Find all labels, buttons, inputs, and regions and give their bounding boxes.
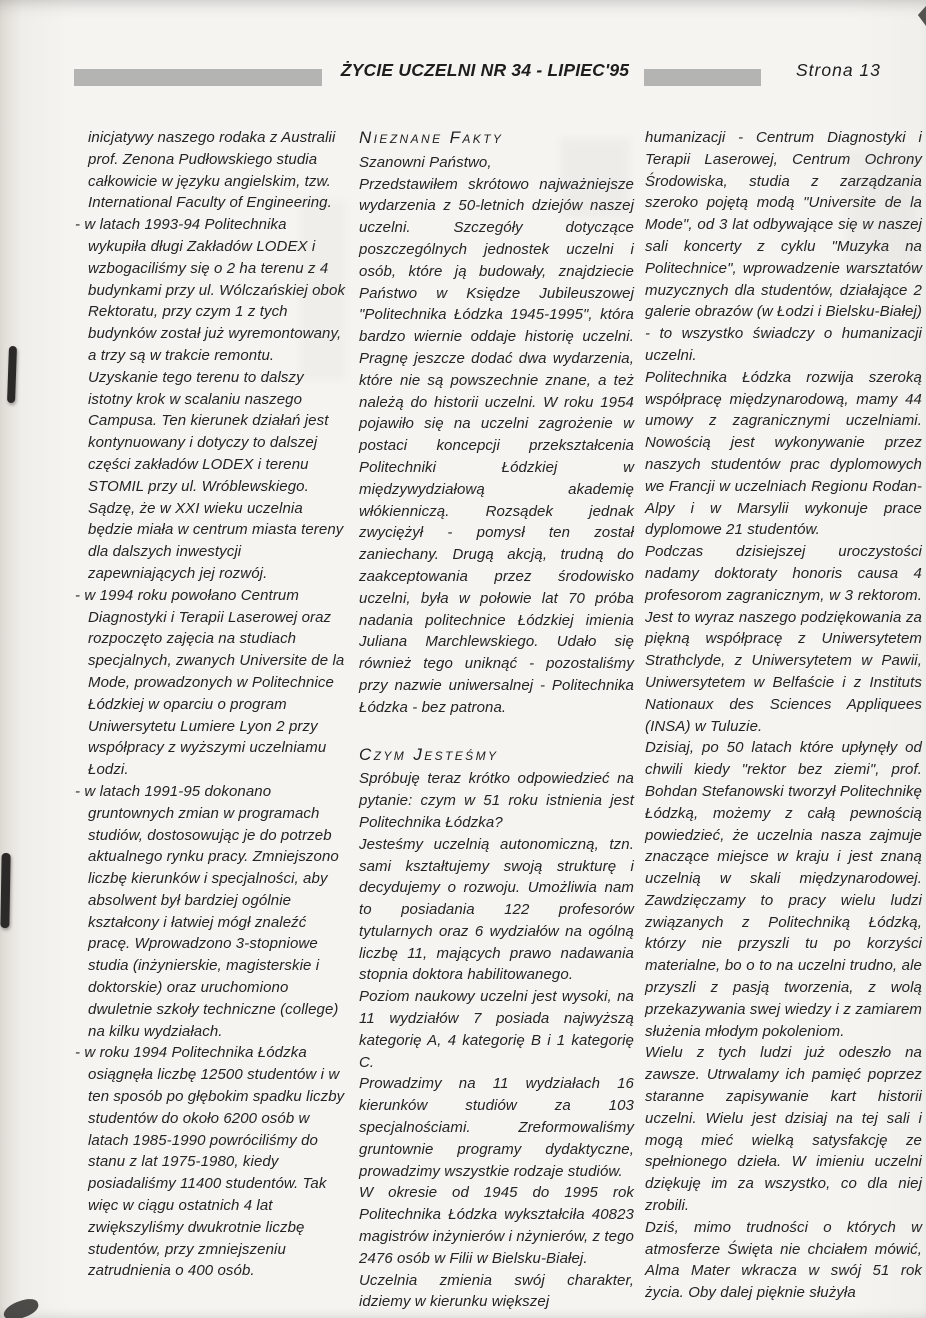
section-heading-czym-jestesmy: Czym Jesteśmy bbox=[359, 744, 499, 764]
section-heading-nieznane-fakty: Nieznane Fakty bbox=[359, 128, 504, 147]
salutation: Szanowni Państwo, bbox=[359, 153, 492, 171]
page-header-title: ŻYCIE UCZELNI NR 34 - LIPIEC'95 bbox=[340, 60, 630, 80]
paragraph: Dziś, mimo trudności o których w atmosferze Święta nie chciałem mówić, Alma Mater wkracza w swój 51 rok życia. Oby dalej pięknie służyła bbox=[645, 1218, 922, 1302]
page-corner-nick bbox=[917, 6, 926, 26]
paragraph: Wielu z tych ludzi już odeszło na zawsze. Utrwalamy ich pamięć poprzez staranne zapisywanie kart historii uczelni. Wielu jest dzisiaj na tej sali i mogą mieć wielką satysfakcję ze spełnionego dzieła. W imieniu uczelni dziękuję im za wszystko, co dla niej zrobili. bbox=[645, 1044, 922, 1215]
header-rule-right bbox=[644, 69, 761, 86]
paragraph: Uczelnia zmienia swój charakter, idziemy w kierunku większej bbox=[359, 1271, 634, 1311]
header-rule-left bbox=[74, 69, 322, 86]
list-item: - w 1994 roku powołano Centrum Diagnostyki i Terapii Laserowej oraz rozpoczęto zajęcia na studiach specjalnych, zwanych Universite de la Mode, prowadzonych w Politechnice Łódzkiej w oparciu o program Uniwersytetu Lumiere Lyon 2 przy współpracy z wyższymi uczelniamu Łodzi. bbox=[75, 586, 345, 779]
paragraph: W okresie od 1945 do 1995 rok Politechnika Łódzka wykształciła 40823 magistrów inżynierów i nżynierów, z tego 2476 osób w Filii w Bielsku-Białej. bbox=[359, 1184, 634, 1267]
list-item: - w roku 1994 Politechnika Łódzka osiągnęła liczbę 12500 studentów i w ten sposób po głębokim spadku liczby studentów do około 6200 osób w latach 1985-1990 powróciliśmy do stanu z lat 1975-1980, kiedy posiadaliśmy 11400 studentów. Tak więc w ciągu ostatnich 4 lat zwiększyliśmy dwukrotnie liczbę studentów, przy zmniejszeniu zatrudnienia o 400 osób. bbox=[75, 1044, 345, 1280]
paragraph: Podczas dzisiejszej uroczystości nadamy doktoraty honoris causa 4 profesorom zagranicznym, w 3 rektorom. Jest to wyraz naszego podziękowania za piękną współpracę z Uniwersytetem Strathclyde, z Uniwersytetem w Pawii, Uniwersytetem w Belfaście i z Instituts Nationaux des Sciences Appliquees (INSA) w Tuluzie. bbox=[645, 543, 922, 735]
paragraph-continuation: inicjatywy naszego rodaka z Australii prof. Zenona Pudłowskiego studia całkowicie w języku angielskim, tzw. International Faculty of Engineering. bbox=[88, 129, 336, 212]
paragraph: Jesteśmy uczelnią autonomiczną, tzn. sami kształtujemy swoją strukturę i decydujemy o rozwoju. Umożliwia nam to posiadania 122 profesorów tytularnych oraz 6 wydziałów na ogólną liczbę 11, mających prawo nadawania stopnia doktora habilitowanego. bbox=[359, 835, 634, 984]
binding-mark bbox=[7, 346, 17, 403]
paragraph: Politechnika Łódzka rozwija szeroką współpracę międzynarodową, mamy 44 umowy z zagranicznymi uczelniami. Nowością jest wykonywanie przez naszych studentów prac dyplomowych we Francji w uczelniach Regionu Rodan-Alpy i w Marsylii wykonuje prace dyplomowe 21 studentów. bbox=[645, 368, 922, 539]
page-number: Strona 13 bbox=[796, 60, 881, 80]
binding-mark bbox=[0, 853, 10, 928]
paragraph: Poziom naukowy uczelni jest wysoki, na 11 wydziałów 7 posiada najwyższą kategorię A, 4 kategorię B i 1 kategorię C. bbox=[359, 988, 634, 1071]
paragraph: Przedstawiłem skrótowo najważniejsze wydarzenia z 50-letnich dziejów naszej uczelni. Szczegóły dotyczące poszczególnych jednostek uczelni i osób, które ją budowały, znajdziecie Państwo w Księdze Jubileuszowej "Politechnika Łódzka 1945-1995", która bardzo wiernie oddaje historię uczelni. Pragnę jeszcze dodać dwa wydarzenia, które nie są powszechnie znane, a też należą do historii uczelni. W roku 1954 pojawiło się na uczelni zagrożenie w postaci koncepcji przekształcenia Politechniki Łódzkiej w międzywydziałową akademię włókienniczą. Rozsądek jednak zwyciężył - pomysł ten został zaniechany. Drugą akcją, trudną do zaakceptowania przez środowisko uczelni, była w połowie lat 70 próba nadania politechnice Łódzkiej imienia Juliana Marchlewskiego. Udało się również tego uniknąć - pozostaliśmy przy nazwie uniwersalnej - Politechnika Łódzka - bez patrona. bbox=[359, 175, 634, 716]
list-item: - w latach 1993-94 Politechnika wykupiła długi Zakładów LODEX i wzbogaciliśmy się o 2 ha terenu z 4 budynkami przy ul. Wólczańskiej obok Rektoratu, przy czym 1 z tych budynków został już wyremontowany, a trzy są w trakcie remontu. Uzyskanie tego terenu to dalszy istotny krok w scalaniu naszego Campusa. Ten kierunek działań jest kontynuowany i dotyczy to dalszej części zakładów LODEX i terenu STOMIL przy ul. Wróblewskiego. Sądzę, że w XXI wieku uczelnia będzie miała w centrum miasta tereny dla dalszych inwestycji zapewniających jej rozwój. bbox=[75, 216, 346, 582]
paragraph: Prowadzimy na 11 wydziałach 16 kierunków studiów za 103 specjalnościami. Zreformowaliśmy gruntownie programy dydaktyczne, prowadzimy wszystkie rodzaje studiów. bbox=[359, 1075, 634, 1180]
column-1 bbox=[75, 127, 348, 1313]
column-3 bbox=[645, 127, 922, 1313]
paragraph: Dzisiaj, po 50 latach które upłynęły od chwili kiedy "rektor bez ziemi", prof. Bohdan Stefanowski tworzył Politechnikę Łódzką, możemy z całą pewnością powiedzieć, że uczelnia nasza zajmuje znaczące miejsce w kraju i jest znaną uczelnią w skali międzynarodowej. Zawdzięczamy to pracy wielu ludzi związanych z Politechniką Łódzką, którzy nie przyszli tu po korzyści materialne, bo o to na uczelni trudno, ale przyszli z pasją tworzenia, z wolą przekazywania swej wiedzy i z zamiarem służenia młodym pokoleniom. bbox=[645, 739, 922, 1040]
column-2 bbox=[359, 127, 634, 1313]
article-body bbox=[75, 127, 922, 1313]
list-item: - w latach 1991-95 dokonano gruntownych zmian w programach studiów, dostosowując je do potrzeb aktualnego rynku pracy. Zmniejszono liczbę kierunków i specjalności, aby absolwent był bardziej ogólnie kształcony i łatwiej mógł znaleźć pracę. Wprowadzono 3-stopniowe studia (inżynierskie, magisterskie i doktorskie) oraz uruchomiono dwuletnie szkoły techniczne (college) na kilku wydziałach. bbox=[75, 782, 339, 1040]
corner-smudge-mark bbox=[1, 1296, 40, 1318]
paragraph: Spróbuję teraz krótko odpowiedzieć na pytanie: czym w 51 roku istnienia jest Politechnika Łódzka? bbox=[359, 770, 634, 831]
paragraph: humanizacji - Centrum Diagnostyki i Terapii Laserowej, Centrum Ochrony Środowiska, studia z zarządzania szeroko pojętą modą "Universite de la Mode", od 3 lat odbywające się w naszej sali koncerty z cyklu "Muzyka na Politechnice", wprowadzenie warsztatów muzycznych dla studentów, działające 2 galerie obrazów (w Łodzi i Bielsku-Białej) - to wszystko świadczy o humanizacji uczelni. bbox=[645, 129, 922, 364]
